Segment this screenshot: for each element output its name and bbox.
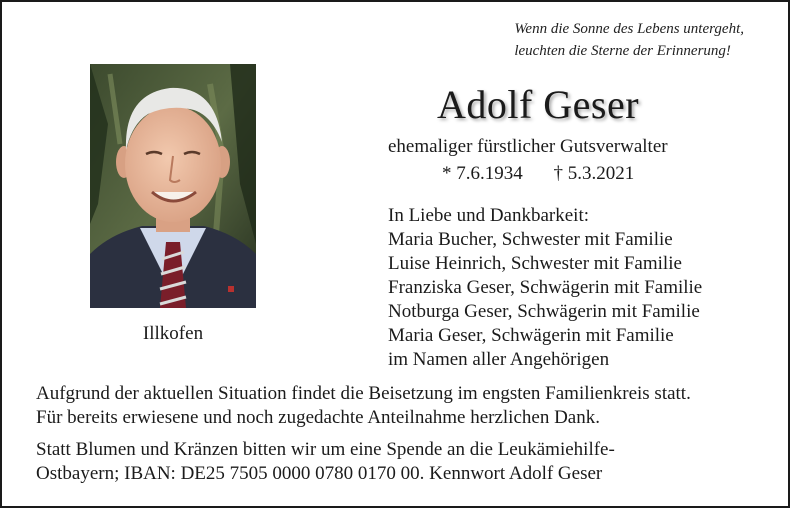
motto-line-1: Wenn die Sonne des Lebens untergeht, bbox=[514, 21, 744, 37]
portrait-photo bbox=[90, 64, 256, 308]
mourners-list bbox=[388, 204, 702, 372]
mourner-line: Luise Heinrich, Schwester mit Familie bbox=[388, 253, 682, 274]
motto-line-2: leuchten die Sterne der Erinnerung! bbox=[514, 43, 731, 59]
residence-place: Illkofen bbox=[142, 323, 204, 344]
funeral-info-line-1: Aufgrund der aktuellen Situation findet die Beisetzung im engsten Familienkreis statt. bbox=[36, 383, 691, 404]
mourner-line: Maria Geser, Schwägerin mit Familie bbox=[388, 325, 674, 346]
donation-line-2: Ostbayern; IBAN: DE25 7505 0000 0780 0170 00. Kennwort Adolf Geser bbox=[36, 463, 603, 484]
life-dates bbox=[442, 162, 634, 186]
death-date: † 5.3.2021 bbox=[553, 163, 635, 184]
funeral-info-line-2: Für bereits erwiesene und noch zugedachte Anteilnahme herzlichen Dank. bbox=[36, 407, 600, 428]
deceased-name: Adolf Geser bbox=[436, 82, 640, 127]
mourner-line: Notburga Geser, Schwägerin mit Familie bbox=[388, 301, 700, 322]
portrait-illustration bbox=[90, 64, 256, 308]
mourner-line: im Namen aller Angehörigen bbox=[388, 349, 610, 370]
mourner-line: Maria Bucher, Schwester mit Familie bbox=[388, 229, 673, 250]
mourner-line: Franziska Geser, Schwägerin mit Familie bbox=[388, 277, 703, 298]
paragraph-gap bbox=[36, 430, 756, 438]
donation-line-1: Statt Blumen und Kränzen bitten wir um eine Spende an die Leukämiehilfe- bbox=[36, 439, 615, 460]
mourners-intro: In Liebe und Dankbarkeit: bbox=[388, 205, 590, 226]
notice-footer bbox=[36, 382, 756, 486]
deceased-role: ehemaliger fürstlicher Gutsverwalter bbox=[388, 136, 668, 157]
birth-date: * 7.6.1934 bbox=[442, 163, 523, 184]
motto-quote bbox=[514, 18, 744, 62]
